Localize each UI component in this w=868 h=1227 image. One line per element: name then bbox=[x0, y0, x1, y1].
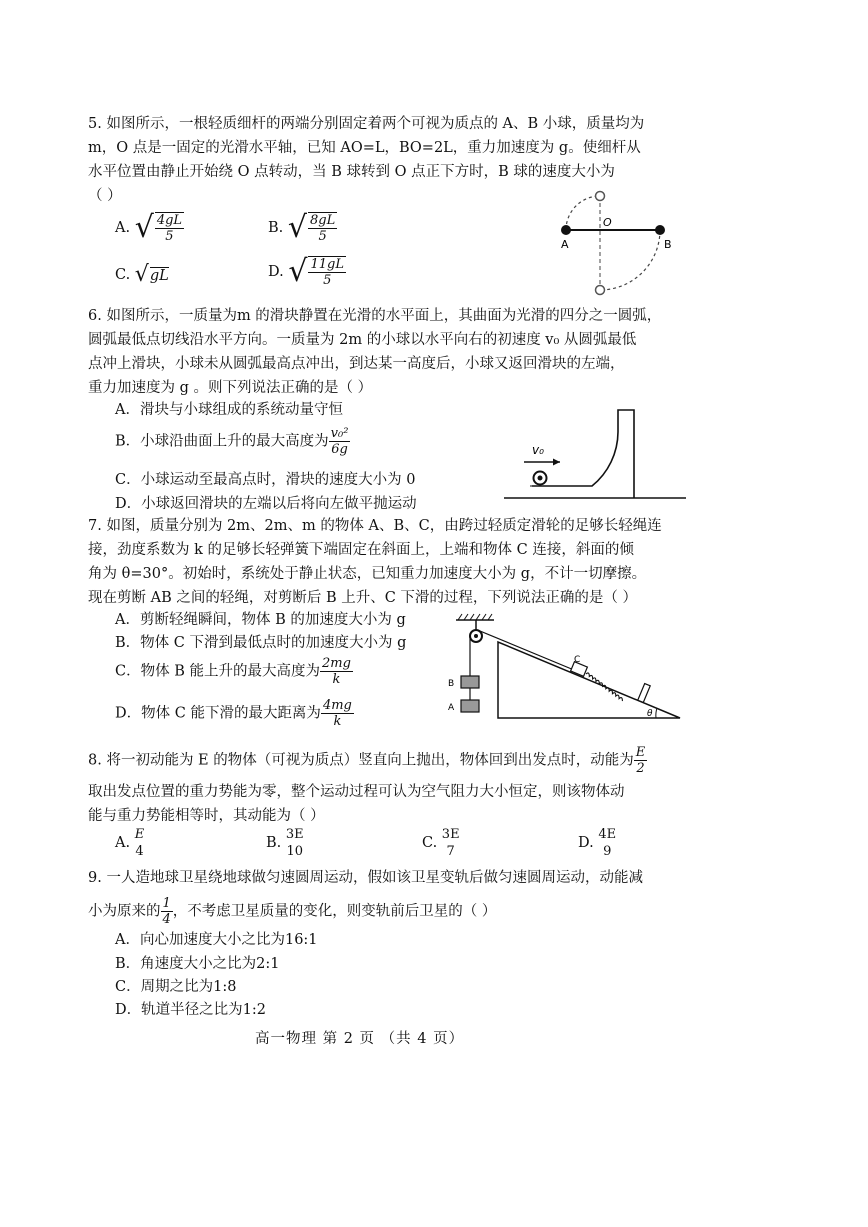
question-9: 9. 一人造地球卫星绕地球做匀速圆周运动，假如该卫星变轨后做匀速圆周运动，动能减 小为原来的 $\frac{1}{4}$ ，不考虑卫星质量的变化，则变轨前后卫星的（ ） bbox=[88, 870, 643, 927]
q5-label-o: O bbox=[603, 216, 612, 229]
q7-incline-figure bbox=[444, 612, 686, 722]
q6-option-b: B．小球沿曲面上升的最大高度为 $\frac{\text{v₀²}}{6g}$ bbox=[115, 426, 349, 457]
q6-line3: 点冲上滑块，小球未从圆弧最高点冲出，到达某一高度后，小球又返回滑块的左端， bbox=[88, 356, 625, 372]
q5-line3: 水平位置由静止开始绕 O 点转动，当 B 球转到 O 点正下方时，B 球的速度大小为 bbox=[88, 164, 615, 180]
q8-option-a: A. E 4 bbox=[115, 827, 145, 859]
question-8: 8. 将一初动能为 E 的物体（可视为质点）竖直向上抛出，物体回到出发点时，动能为 $\frac{E}{2}$ 取出发点位置的重力势能为零，整个运动过程可认为空气阻力大小恒定，则该物体动 能与重力势能相等时，其动能为（ ） bbox=[88, 745, 646, 824]
q7-line1: 如图，质量分别为 2m、2m、m 的物体 A、B、C，由跨过轻质定滑轮的足够长轻绳连 bbox=[106, 518, 662, 534]
q9-option-b: B．角速度大小之比为2:1 bbox=[115, 956, 280, 972]
q9-option-d: D．轨道半径之比为1:2 bbox=[115, 1002, 266, 1018]
q5-line2: m，O 点是一固定的光滑水平轴，已知 AO=L，BO=2L，重力加速度为 g。使细杆从 bbox=[88, 140, 641, 156]
q6-option-c: C．小球运动至最高点时，滑块的速度大小为 0 bbox=[115, 472, 416, 488]
q5-line1: 如图所示，一根轻质细杆的两端分别固定着两个可视为质点的 A、B 小球，质量均为 bbox=[106, 116, 645, 132]
q8-option-d: D. 4E 9 bbox=[578, 827, 617, 859]
page-footer: 高一物理 第 2 页 （共 4 页） bbox=[255, 1031, 465, 1047]
q6-line1: 如图所示，一质量为m 的滑块静置在光滑的水平面上，其曲面为光滑的四分之一圆弧， bbox=[106, 308, 662, 324]
q5-option-d: D. √ $\frac{11gL}{5}$ bbox=[268, 254, 344, 289]
q7-option-d: D．物体 C 能下滑的最大距离为 $\frac{4mg}{k}$ bbox=[115, 698, 352, 729]
question-6: 6. 如图所示，一质量为m 的滑块静置在光滑的水平面上，其曲面为光滑的四分之一圆弧， 圆弧最低点切线沿水平方向。一质量为 2m 的小球以水平向右的初速度 v₀ 从圆弧最低 点冲上滑块，小球未从圆弧最高点冲出，到达某一高度后，小球又返回滑块的左端， 重力加速度为 g 。则下列说法正确的是（ ） bbox=[88, 308, 662, 396]
q6-label-v0: v₀ bbox=[532, 443, 544, 457]
q7-option-a: A．剪断轻绳瞬间，物体 B 的加速度大小为 g bbox=[115, 612, 406, 628]
q7-label-c: C bbox=[574, 655, 581, 665]
q7-line3: 角为 θ=30°。初始时，系统处于静止状态，已知重力加速度大小为 g，不计一切摩擦。 bbox=[88, 566, 647, 582]
q5-label-b: B bbox=[664, 238, 672, 251]
q6-option-a: A．滑块与小球组成的系统动量守恒 bbox=[115, 402, 343, 418]
q8-line2: 取出发点位置的重力势能为零，整个运动过程可认为空气阻力大小恒定，则该物体动 bbox=[88, 784, 625, 800]
q7-label-theta: θ bbox=[647, 709, 653, 719]
q9-option-c: C．周期之比为1:8 bbox=[115, 979, 237, 995]
q7-option-c: C．物体 B 能上升的最大高度为 $\frac{2mg}{k}$ bbox=[115, 656, 351, 687]
q8-line1: 将一初动能为 E 的物体（可视为质点）竖直向上抛出，物体回到出发点时，动能为 bbox=[106, 752, 634, 769]
question-7: 7. 如图，质量分别为 2m、2m、m 的物体 A、B、C，由跨过轻质定滑轮的足够长轻绳连 接，劲度系数为 k 的足够长轻弹簧下端固定在斜面上，上端和物体 C 连接，斜面的倾 角为 θ=30°。初始时，系统处于静止状态，已知重力加速度大小为 g，不计一切摩擦。 现在剪断 AB 之间的轻绳，对剪断后 B 上升、C 下滑的过程，下列说法正确的是（ ） bbox=[88, 518, 662, 606]
q7-option-b: B．物体 C 下滑到最低点时的加速度大小为 g bbox=[115, 635, 407, 651]
q5-option-c: C. √ gL bbox=[115, 262, 169, 287]
q8-line3: 能与重力势能相等时，其动能为（ ） bbox=[88, 808, 325, 824]
q6-option-d: D．小球返回滑块的左端以后将向左做平抛运动 bbox=[115, 496, 417, 512]
q8-option-b: B. 3E 10 bbox=[266, 827, 304, 859]
q7-label-a: A bbox=[448, 703, 455, 713]
q7-label-b: B bbox=[448, 679, 455, 689]
q5-option-b: B. √ $\frac{8gL}{5}$ bbox=[268, 210, 336, 245]
q9-line1: 一人造地球卫星绕地球做匀速圆周运动，假如该卫星变轨后做匀速圆周运动，动能减 bbox=[106, 870, 643, 886]
q7-line2: 接，劲度系数为 k 的足够长轻弹簧下端固定在斜面上，上端和物体 C 连接，斜面的倾 bbox=[88, 542, 634, 558]
q8-option-c: C. 3E 7 bbox=[422, 827, 460, 859]
q7-line4: 现在剪断 AB 之间的轻绳，对剪断后 B 上升、C 下滑的过程，下列说法正确的是（ ） bbox=[88, 590, 638, 606]
q5-number: 5. bbox=[88, 116, 102, 132]
q5-label-a: A bbox=[561, 238, 569, 251]
q6-line2: 圆弧最低点切线沿水平方向。一质量为 2m 的小球以水平向右的初速度 v₀ 从圆弧最低 bbox=[88, 332, 637, 348]
q6-line4: 重力加速度为 g 。则下列说法正确的是（ ） bbox=[88, 380, 373, 396]
q5-bracket: （ ） bbox=[88, 188, 122, 204]
q6-slider-figure bbox=[500, 402, 690, 506]
q5-option-a: A. √ $\frac{4gL}{5}$ bbox=[115, 210, 183, 245]
q5-rod-figure bbox=[548, 186, 678, 296]
q9-option-a: A．向心加速度大小之比为16:1 bbox=[115, 932, 318, 948]
